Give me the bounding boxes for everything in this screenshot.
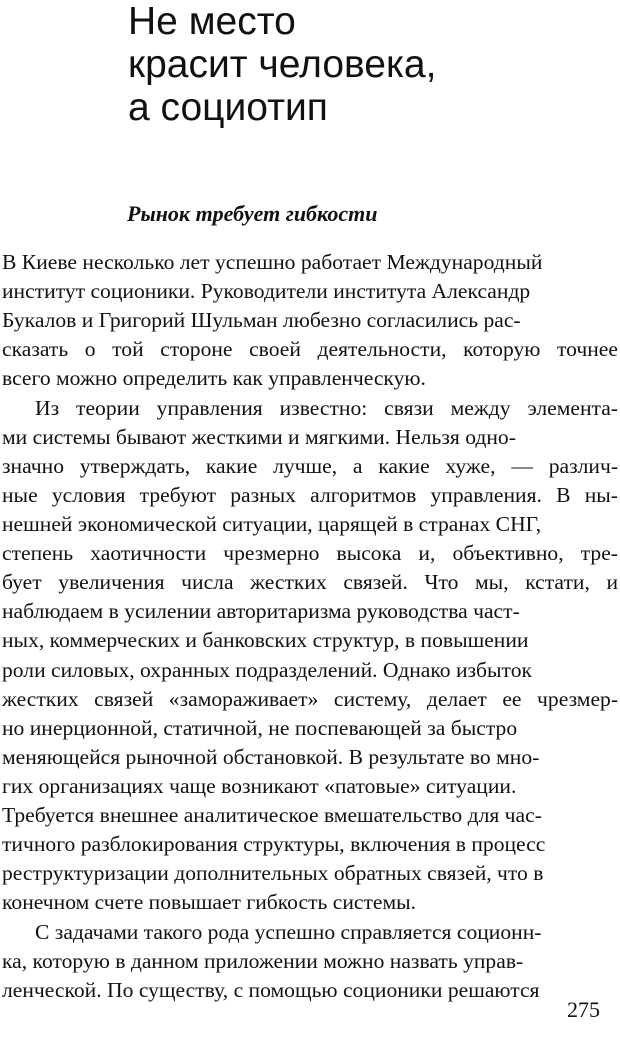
text-line: В Киеве несколько лет успешно работает Международный (2, 250, 543, 274)
chapter-title-line: Не место (128, 0, 296, 43)
text-line: ленческой. По существу, с помощью соционики решаются (2, 977, 540, 1002)
text-line: Букалов и Григорий Шульман любезно согласились рас- (2, 308, 521, 333)
text-line: нешней экономической ситуации, царящей в странах СНГ, (2, 511, 542, 536)
text-line: конечном счете повышает гибкость системы. (2, 890, 417, 915)
chapter-title (128, 0, 598, 129)
body-text (2, 248, 620, 1005)
text-line: степень хаотичности чрезмерно высока и, объективно, тре- (2, 541, 619, 566)
text-line: сказать о той стороне своей деятельности, которую точнее (2, 337, 618, 362)
text-line: тичного разблокирования структуры, включения в процесс (2, 832, 546, 857)
section-heading: Рынок требует гибкости (127, 201, 378, 226)
text-line: ка, которую в данном приложении можно назвать управ- (2, 948, 524, 973)
text-line: ные условия требуют разных алгоритмов управления. В ны- (2, 482, 618, 507)
text-line: ми системы бывают жесткими и мягкими. Нельзя одно- (2, 424, 516, 449)
text-line: всего можно определить как управленческую. (2, 366, 426, 391)
text-line: ных, коммерческих и банковских структур, в повышении (2, 628, 529, 653)
text-line: С задачами такого рода успешно справляется соционн- (35, 919, 542, 944)
text-line: наблюдаем в усилении авторитаризма руководства част- (2, 599, 520, 624)
text-line: меняющейся рыночной обстановкой. В результате во мно- (2, 744, 540, 769)
text-line: но инерционной, статичной, не поспевающей за быстро (2, 715, 518, 740)
chapter-title-line: красит человека, (128, 43, 437, 86)
text-line: жестких связей «замораживает» систему, делает ее чрезмер- (2, 686, 619, 711)
text-line: Требуется внешнее аналитическое вмешательство для час- (2, 803, 542, 828)
text-line: роли силовых, охранных подразделений. Однако избыток (2, 657, 532, 682)
text-line: бует увеличения числа жестких связей. Что мы, кстати, и (2, 570, 618, 595)
chapter-title-line: а социотип (128, 86, 328, 129)
text-line: реструктуризации дополнительных обратных связей, что в (2, 861, 544, 886)
page-number: 275 (567, 997, 600, 1022)
text-line: гих организациях чаще возникают «патовые» ситуации. (2, 773, 517, 798)
text-line: значно утверждать, какие лучше, а какие хуже, — различ- (2, 453, 619, 478)
text-line: Из теории управления известно: связи между элемента- (35, 395, 618, 420)
text-line: институт соционики. Руководители института Александр (2, 279, 531, 304)
